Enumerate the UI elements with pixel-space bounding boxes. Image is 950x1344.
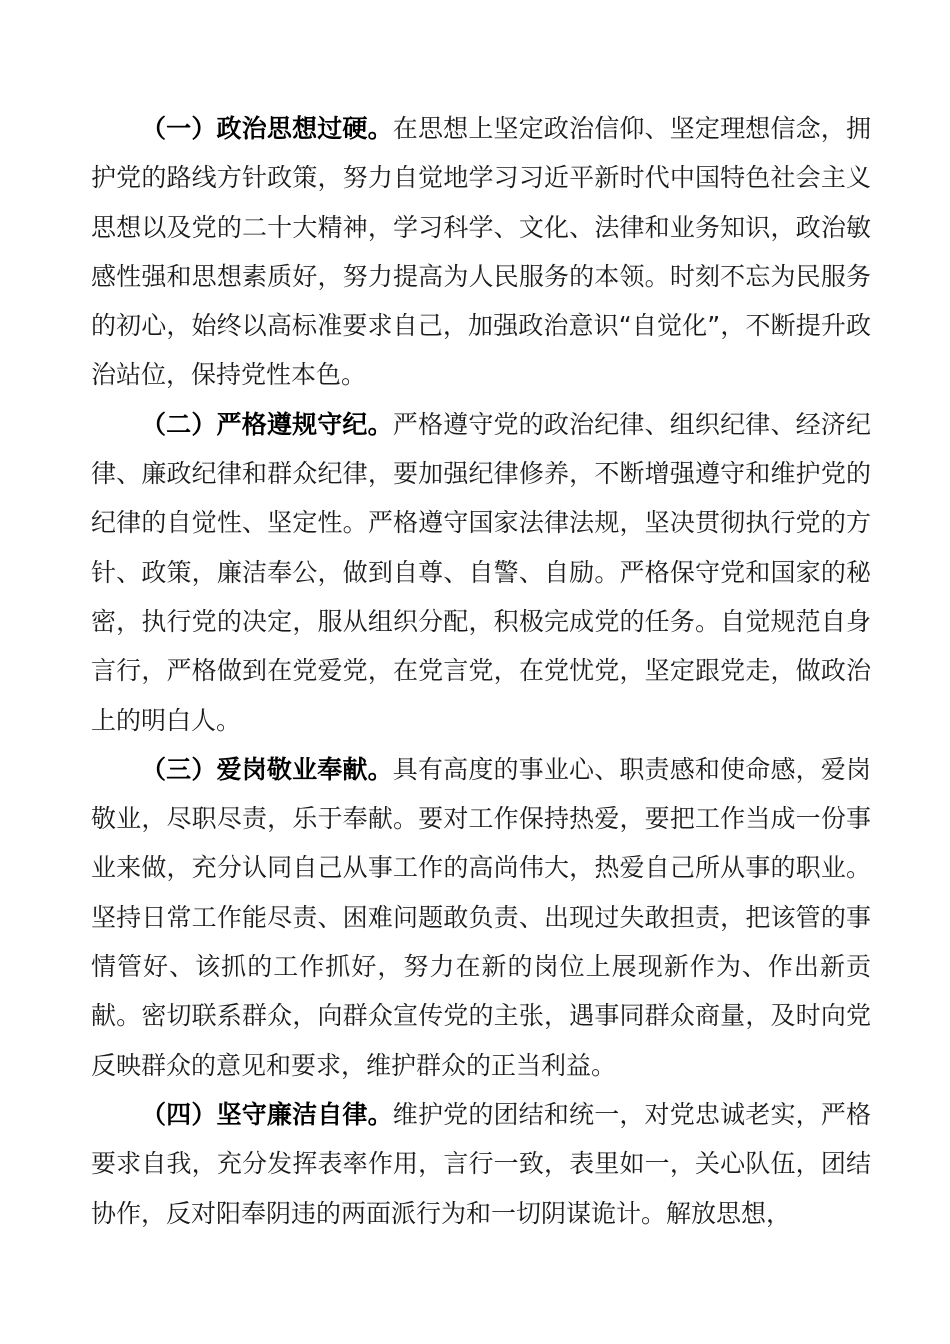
paragraph-heading: （二）严格遵规守纪。: [141, 409, 393, 439]
paragraph-discipline: [91, 400, 871, 745]
paragraph-dedication: [91, 745, 871, 1090]
paragraph-heading: （三）爱岗敬业奉献。: [141, 754, 393, 784]
paragraph-integrity: [91, 1090, 871, 1238]
paragraph-heading: （四）坚守廉洁自律。: [141, 1099, 393, 1129]
paragraph-heading: （一）政治思想过硬。: [141, 114, 393, 143]
paragraph-text: 维护党的团结和统一，对党忠诚老实，严格要求自我，充分发挥表率作用，言行一致，表里如一，关心队伍，团结协作，反对阳奉阴违的两面派行为和一切阴谋诡计。解放思想，: [91, 1099, 871, 1228]
paragraph-text: 具有高度的事业心、职责感和使命感，爱岗敬业，尽职尽责，乐于奉献。要对工作保持热爱，要把工作当成一份事业来做，充分认同自己从事工作的高尚伟大，热爱自己所从事的职业。坚持日常工作能尽责、困难问题敢负责、出现过失敢担责，把该管的事情管好、该抓的工作抓好，努力在新的岗位上展现新作为、作出新贡献。密切联系群众，向群众宣传党的主张，遇事同群众商量，及时向党反映群众的意见和要求，维护群众的正当利益。: [91, 754, 871, 1080]
paragraph-political-thought: [91, 104, 871, 400]
paragraph-text: 严格遵守党的政治纪律、组织纪律、经济纪律、廉政纪律和群众纪律，要加强纪律修养，不断增强遵守和维护党的纪律的自觉性、坚定性。严格遵守国家法律法规，坚决贯彻执行党的方针、政策，廉洁奉公，做到自尊、自警、自励。严格保守党和国家的秘密，执行党的决定，服从组织分配，积极完成党的任务。自觉规范自身言行，严格做到在党爱党，在党言党，在党忧党，坚定跟党走，做政治上的明白人。: [91, 409, 871, 735]
document-body: [91, 104, 871, 1238]
paragraph-text: 在思想上坚定政治信仰、坚定理想信念，拥护党的路线方针政策，努力自觉地学习习近平新时代中国特色社会主义思想以及党的二十大精神，学习科学、文化、法律和业务知识，政治敏感性强和思想素质好，努力提高为人民服务的本领。时刻不忘为民服务的初心，始终以高标准要求自己，加强政治意识“自觉化”，不断提升政治站位，保持党性本色。: [91, 114, 871, 390]
